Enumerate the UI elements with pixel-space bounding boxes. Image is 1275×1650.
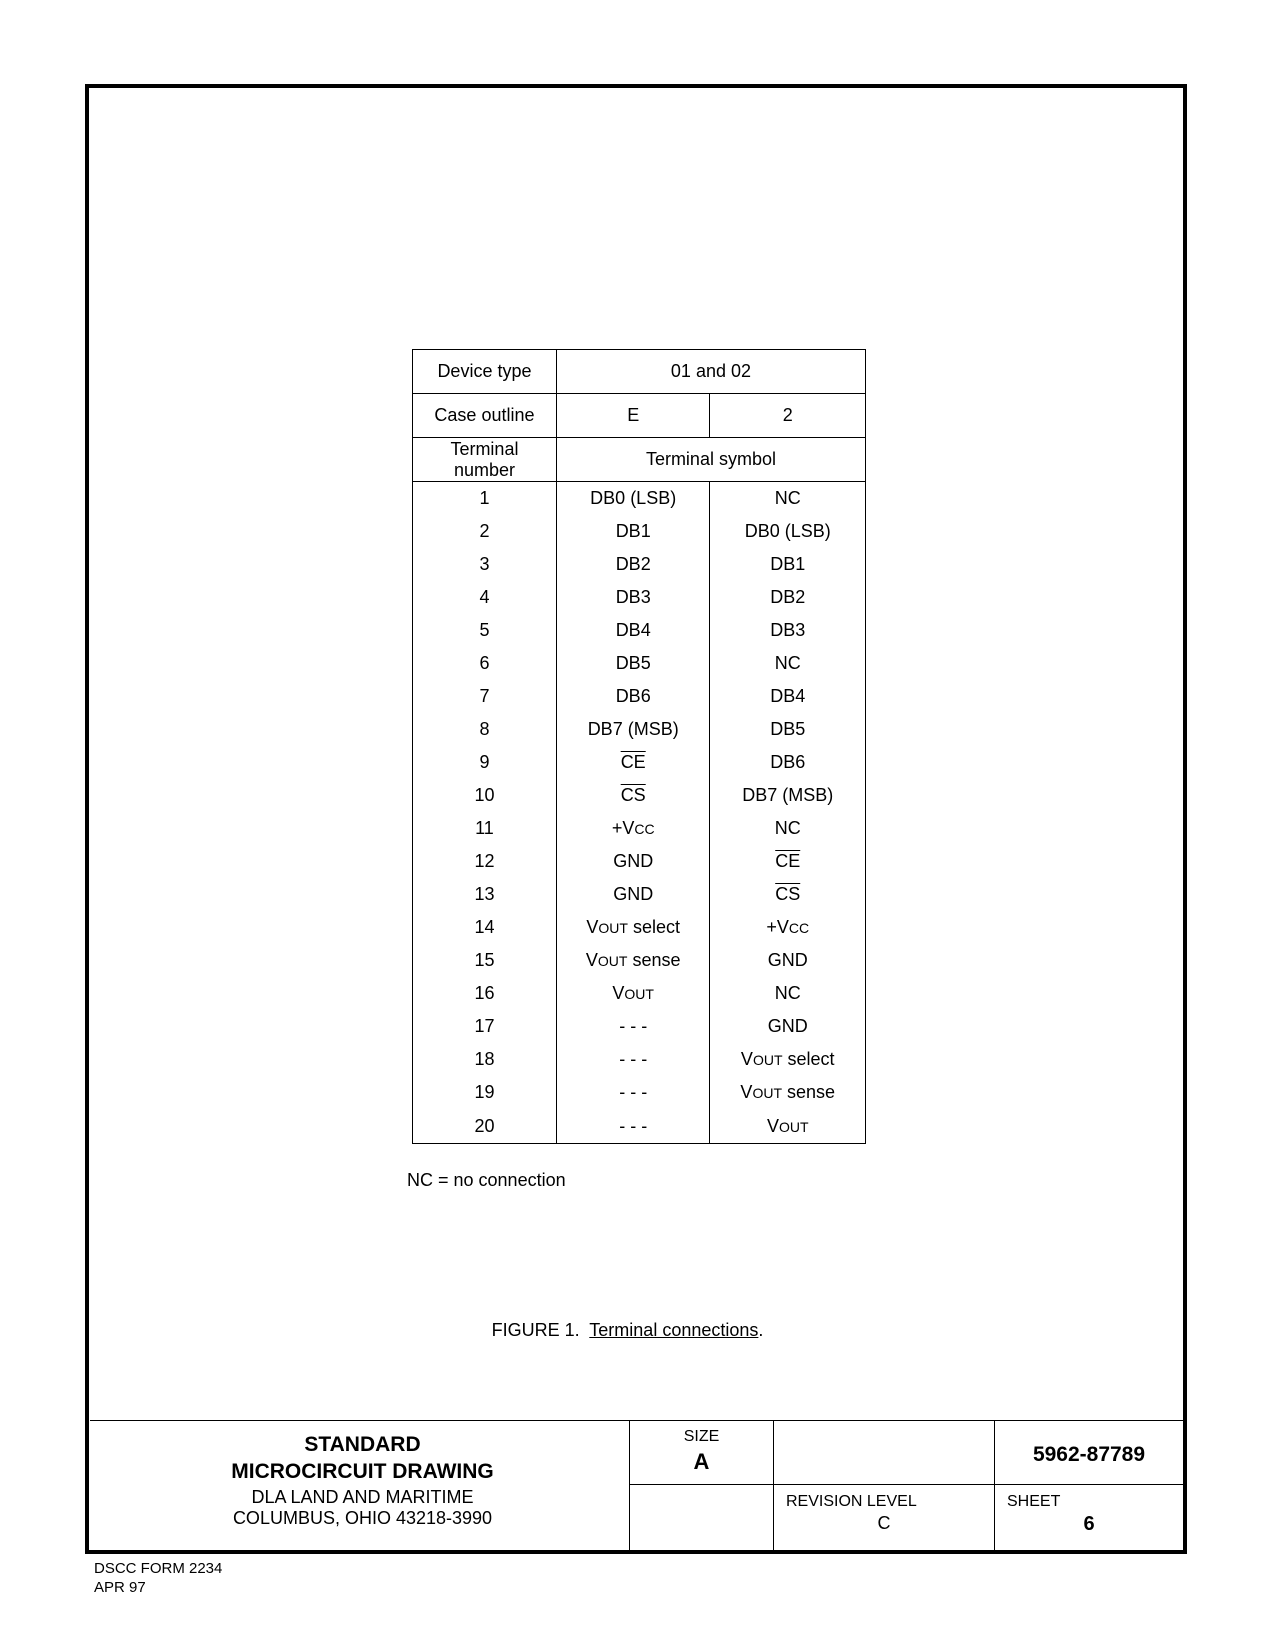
symbol-case-2: NC — [710, 482, 866, 516]
table-row — [413, 647, 866, 680]
terminal-number: 12 — [413, 845, 557, 878]
table-row — [413, 812, 866, 845]
form-number: DSCC FORM 2234 — [94, 1560, 223, 1577]
sheet-value: 6 — [1083, 1513, 1095, 1535]
table-row — [413, 515, 866, 548]
title-block-top-rule — [90, 1420, 1183, 1421]
form-identifier — [94, 1559, 222, 1597]
device-type-row — [413, 350, 866, 394]
caption-suffix: . — [758, 1320, 764, 1340]
symbol-case-2: VOUT sense — [710, 1076, 866, 1109]
table-row — [413, 1076, 866, 1109]
symbol-case-e: VOUT sense — [556, 944, 710, 977]
case-outline-2: 2 — [710, 394, 866, 438]
table-row — [413, 911, 866, 944]
figure-caption — [0, 1320, 1255, 1341]
terminal-number: 3 — [413, 548, 557, 581]
symbol-case-2: GND — [710, 944, 866, 977]
terminal-number: 5 — [413, 614, 557, 647]
symbol-case-2: DB0 (LSB) — [710, 515, 866, 548]
terminal-number: 2 — [413, 515, 557, 548]
table-row — [413, 746, 866, 779]
revision-level-value: C — [877, 1513, 891, 1533]
table-row — [413, 713, 866, 746]
symbol-case-e: DB5 — [556, 647, 710, 680]
terminal-number: 15 — [413, 944, 557, 977]
symbol-case-2: $\overline{CS}$ — [710, 878, 866, 911]
symbol-case-e: DB7 (MSB) — [556, 713, 710, 746]
terminal-number: 18 — [413, 1043, 557, 1076]
symbol-case-e: +VCC — [556, 812, 710, 845]
symbol-case-2: $\overline{CE}$ — [710, 845, 866, 878]
terminal-number: 9 — [413, 746, 557, 779]
symbol-case-e: - - - — [556, 1010, 710, 1043]
form-date: APR 97 — [94, 1579, 146, 1596]
symbol-case-e: DB1 — [556, 515, 710, 548]
terminal-number: 10 — [413, 779, 557, 812]
table-row — [413, 548, 866, 581]
terminal-number: 19 — [413, 1076, 557, 1109]
size-label: SIZE — [683, 1428, 720, 1445]
symbol-case-2: DB6 — [710, 746, 866, 779]
symbol-case-e: GND — [556, 845, 710, 878]
title-standard: STANDARD — [304, 1433, 421, 1456]
terminal-number: 14 — [413, 911, 557, 944]
symbol-case-e: GND — [556, 878, 710, 911]
symbol-case-2: VOUT — [710, 1109, 866, 1144]
org-address: COLUMBUS, OHIO 43218-3990 — [232, 1508, 493, 1528]
table-row — [413, 680, 866, 713]
terminal-number: 17 — [413, 1010, 557, 1043]
terminal-number: 20 — [413, 1109, 557, 1144]
terminal-number: 11 — [413, 812, 557, 845]
terminal-header-row — [413, 438, 866, 482]
case-outline-e: E — [556, 394, 710, 438]
symbol-case-2: NC — [710, 647, 866, 680]
symbol-case-e: - - - — [556, 1076, 710, 1109]
symbol-case-2: NC — [710, 977, 866, 1010]
table-row — [413, 977, 866, 1010]
case-outline-label: Case outline — [413, 394, 557, 438]
symbol-case-2: NC — [710, 812, 866, 845]
org-name: DLA LAND AND MARITIME — [251, 1487, 474, 1507]
symbol-case-e: $\overline{CE}$ — [556, 746, 710, 779]
revision-level-label: REVISION LEVEL — [786, 1493, 917, 1510]
terminal-number-label — [413, 438, 557, 482]
symbol-case-2: DB2 — [710, 581, 866, 614]
symbol-case-2: DB7 (MSB) — [710, 779, 866, 812]
terminal-connections-table — [412, 349, 866, 1144]
device-type-label: Device type — [413, 350, 557, 394]
symbol-case-e: VOUT — [556, 977, 710, 1010]
pin-rows — [413, 482, 866, 1144]
symbol-case-e: DB0 (LSB) — [556, 482, 710, 516]
title-microcircuit-drawing: MICROCIRCUIT DRAWING — [231, 1460, 494, 1483]
nc-note: NC = no connection — [407, 1170, 566, 1190]
symbol-case-2: +VCC — [710, 911, 866, 944]
caption-title: Terminal connections — [589, 1320, 759, 1340]
symbol-case-2: DB5 — [710, 713, 866, 746]
terminal-number-line1: Terminal — [450, 438, 519, 459]
symbol-case-e: DB4 — [556, 614, 710, 647]
terminal-symbol-label: Terminal symbol — [556, 438, 865, 482]
table-row — [413, 845, 866, 878]
title-block-mid-rule — [629, 1484, 1183, 1485]
symbol-case-e: $\overline{CS}$ — [556, 779, 710, 812]
symbol-case-e: DB6 — [556, 680, 710, 713]
terminal-number: 4 — [413, 581, 557, 614]
terminal-number: 16 — [413, 977, 557, 1010]
table-row — [413, 944, 866, 977]
terminal-number-line2: number — [453, 459, 515, 480]
table-row — [413, 878, 866, 911]
terminal-number: 13 — [413, 878, 557, 911]
symbol-case-2: DB1 — [710, 548, 866, 581]
caption-prefix: FIGURE 1. — [491, 1320, 590, 1340]
terminal-number: 8 — [413, 713, 557, 746]
table-row — [413, 581, 866, 614]
table-row — [413, 482, 866, 516]
symbol-case-e: VOUT select — [556, 911, 710, 944]
symbol-case-2: VOUT select — [710, 1043, 866, 1076]
symbol-case-e: - - - — [556, 1109, 710, 1144]
terminal-number: 7 — [413, 680, 557, 713]
terminal-number: 1 — [413, 482, 557, 516]
symbol-case-2: GND — [710, 1010, 866, 1043]
device-type-value: 01 and 02 — [556, 350, 865, 394]
case-outline-row — [413, 394, 866, 438]
table-row — [413, 1010, 866, 1043]
table-row — [413, 614, 866, 647]
symbol-case-2: DB4 — [710, 680, 866, 713]
symbol-case-2: DB3 — [710, 614, 866, 647]
size-value: A — [693, 1449, 710, 1474]
symbol-case-e: - - - — [556, 1043, 710, 1076]
terminal-number: 6 — [413, 647, 557, 680]
table-row — [413, 779, 866, 812]
symbol-case-e: DB2 — [556, 548, 710, 581]
symbol-case-e: DB3 — [556, 581, 710, 614]
sheet-label: SHEET — [1007, 1493, 1061, 1510]
table-row — [413, 1109, 866, 1144]
drawing-number: 5962-87789 — [1032, 1443, 1146, 1466]
table-row — [413, 1043, 866, 1076]
